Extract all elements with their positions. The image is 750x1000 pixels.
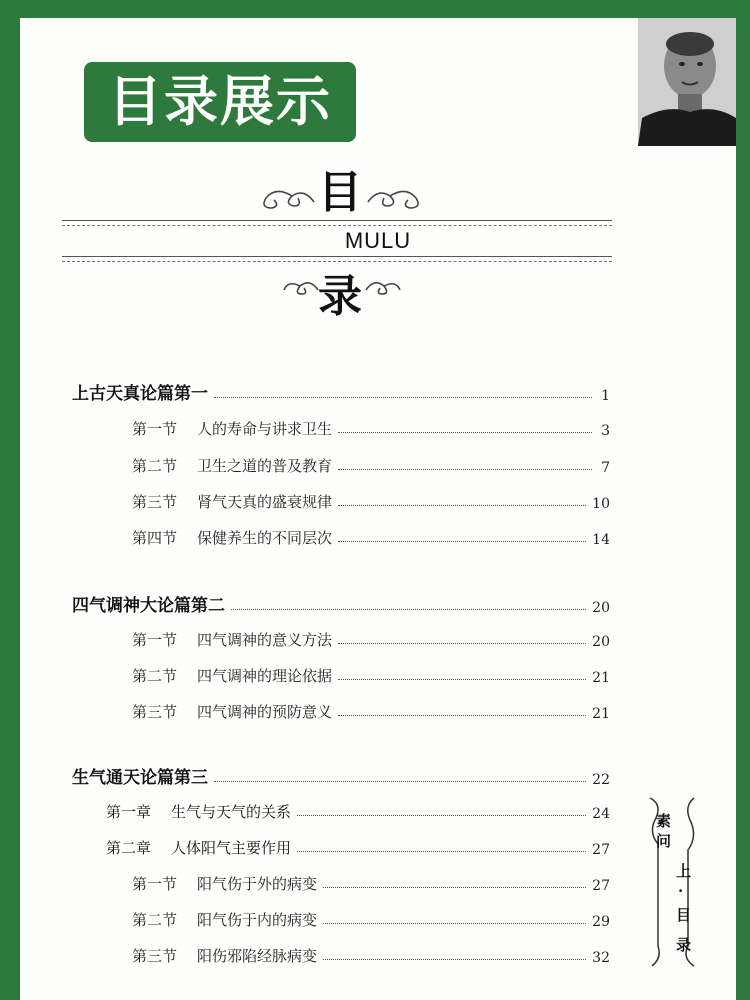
toc-entry-title: 卫生之道的普及教育: [197, 457, 333, 475]
toc-leader-dots: [323, 923, 586, 924]
toc-leader-dots: [338, 679, 586, 680]
catalog-banner: 目录展示: [84, 62, 356, 142]
author-portrait: [638, 18, 736, 146]
toc-entry-label: [132, 873, 317, 894]
document-page: [20, 18, 736, 1000]
toc-leader-dots: [338, 505, 586, 506]
heading-char-lu: 录: [318, 271, 362, 322]
toc-chapter-entry[interactable]: [72, 762, 610, 788]
toc-page-number: 22: [592, 772, 610, 788]
toc-chapter-part-entry[interactable]: [106, 796, 610, 822]
toc-leader-dots: [338, 432, 592, 433]
toc-heading: [20, 167, 736, 322]
toc-page-number: 21: [592, 670, 610, 686]
toc-page-number: 3: [601, 423, 610, 439]
toc-entry-label: [72, 591, 225, 616]
toc-entry-title: 生气通天论篇第三: [72, 768, 208, 788]
cloud-ornament-icon: [364, 276, 404, 302]
side-tab-char: 上: [676, 862, 692, 880]
toc-leader-dots: [338, 469, 592, 470]
toc-section-entry[interactable]: [132, 450, 610, 476]
toc-page-number: 21: [592, 706, 610, 722]
toc-leader-dots: [323, 959, 586, 960]
side-tab-char: 目: [676, 906, 692, 924]
toc-entry-title: 四气调神的意义方法: [197, 631, 333, 649]
toc-section-entry[interactable]: [132, 940, 610, 966]
toc-leader-dots: [214, 397, 592, 398]
side-tab-char: ·: [678, 882, 684, 900]
toc-chapter-entry[interactable]: [72, 590, 610, 616]
heading-rule: [62, 225, 612, 226]
toc-entry-number: 第二节: [132, 457, 178, 475]
toc-leader-dots: [214, 781, 586, 782]
side-tab-char: 素: [656, 812, 672, 830]
heading-char-mu: 目: [318, 167, 362, 218]
side-tab: [642, 796, 702, 968]
toc-leader-dots: [297, 851, 586, 852]
toc-entry-number: 第二章: [106, 839, 152, 857]
toc-entry-number: 第二节: [132, 911, 178, 929]
toc-page-number: 10: [592, 496, 610, 512]
side-tab-char: 问: [656, 832, 672, 850]
toc-entry-label: [106, 837, 291, 858]
toc-entry-title: 人体阳气主要作用: [171, 839, 292, 857]
cloud-ornament-icon: [280, 276, 320, 302]
toc-entry-title: 肾气天真的盛衰规律: [197, 493, 333, 511]
toc-entry-label: [132, 665, 332, 686]
heading-rule: [62, 256, 612, 257]
toc-entry-number: 第一节: [132, 631, 178, 649]
side-tab-char: 录: [676, 936, 692, 954]
toc-page-number: 29: [592, 914, 610, 930]
toc-page-number: 27: [592, 842, 610, 858]
toc-entry-label: [132, 701, 332, 722]
toc-leader-dots: [323, 887, 586, 888]
toc-entry-label: [132, 945, 317, 966]
toc-entry-title: 上古天真论篇第一: [72, 384, 208, 404]
toc-entry-title: 四气调神的理论依据: [197, 667, 333, 685]
toc-entry-title: 四气调神大论篇第二: [72, 596, 225, 616]
toc-leader-dots: [231, 609, 586, 610]
toc-page-number: 1: [601, 388, 610, 404]
toc-entry-title: 生气与天气的关系: [171, 803, 292, 821]
toc-entry-label: [72, 379, 208, 404]
toc-page-number: 14: [592, 532, 610, 548]
portrait-image: [638, 18, 736, 146]
heading-romanized: MULU: [344, 228, 412, 253]
cloud-ornament-icon: [366, 184, 426, 214]
toc-entry-number: 第三节: [132, 947, 178, 965]
toc-section-entry[interactable]: [132, 868, 610, 894]
toc-entry-label: [132, 491, 332, 512]
toc-entry-number: 第三节: [132, 703, 178, 721]
toc-entry-label: [132, 629, 332, 650]
toc-section-entry[interactable]: [132, 522, 610, 548]
toc-section-entry[interactable]: [132, 696, 610, 722]
toc-entry-title: 阳伤邪陷经脉病变: [197, 947, 318, 965]
toc-section-entry[interactable]: [132, 660, 610, 686]
toc-entry-title: 人的寿命与讲求卫生: [197, 420, 333, 438]
toc-leader-dots: [338, 715, 586, 716]
toc-entry-number: 第一章: [106, 803, 152, 821]
toc-page-number: 7: [601, 460, 610, 476]
side-tab-frame-icon: [642, 796, 702, 968]
heading-rule: [62, 261, 612, 262]
toc-section-entry[interactable]: [132, 624, 610, 650]
toc-leader-dots: [297, 815, 586, 816]
toc-entry-label: [132, 527, 332, 548]
toc-entry-label: [72, 763, 208, 788]
toc-entry-title: 四气调神的预防意义: [197, 703, 333, 721]
toc-leader-dots: [338, 643, 586, 644]
toc-entry-title: 保健养生的不同层次: [197, 529, 333, 547]
toc-chapter-entry[interactable]: [72, 378, 610, 404]
toc-entry-number: 第一节: [132, 875, 178, 893]
toc-page-number: 27: [592, 878, 610, 894]
toc-entry-label: [132, 455, 332, 476]
toc-section-entry[interactable]: [132, 413, 610, 439]
toc-page-number: 32: [592, 950, 610, 966]
toc-entry-title: 阳气伤于内的病变: [197, 911, 318, 929]
heading-rule: [62, 220, 612, 221]
toc-entry-label: [132, 418, 332, 439]
toc-entry-label: [106, 801, 291, 822]
toc-section-entry[interactable]: [132, 486, 610, 512]
toc-entry-number: 第三节: [132, 493, 178, 511]
toc-page-number: 20: [592, 600, 610, 616]
toc-entry-number: 第一节: [132, 420, 178, 438]
toc-entry-number: 第四节: [132, 529, 178, 547]
toc-entry-number: 第二节: [132, 667, 178, 685]
toc-leader-dots: [338, 541, 586, 542]
toc-page-number: 20: [592, 634, 610, 650]
cloud-ornament-icon: [256, 184, 316, 214]
toc-page-number: 24: [592, 806, 610, 822]
toc-entry-title: 阳气伤于外的病变: [197, 875, 318, 893]
toc-entry-label: [132, 909, 317, 930]
toc-section-entry[interactable]: [132, 904, 610, 930]
toc-chapter-part-entry[interactable]: [106, 832, 610, 858]
